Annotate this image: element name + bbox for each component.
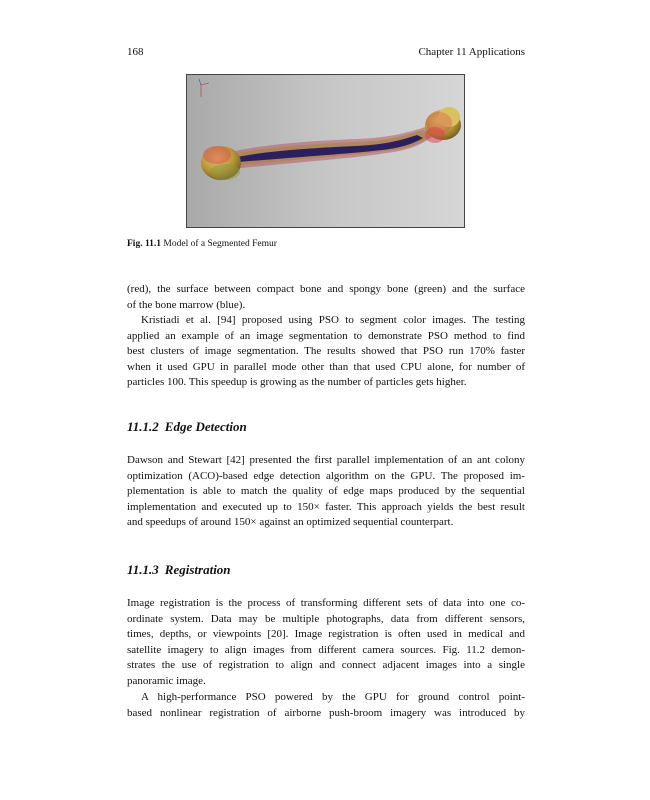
paragraph-pso-segmentation xyxy=(127,313,525,391)
text-line: implementation and executed up to 150× faster. This approach yields the best result xyxy=(127,500,525,513)
section-title: Registration xyxy=(164,562,231,577)
running-title: Chapter 11 Applications xyxy=(418,46,525,58)
paragraph-continuation xyxy=(127,282,525,313)
text-line: panoramic image. xyxy=(127,674,206,687)
text-line: optimization (ACO)-based edge detection algorithm on the GPU. The proposed im- xyxy=(127,469,525,482)
text-line: best clusters of image segmentation. The results showed that PSO run 170% faster xyxy=(127,345,525,358)
figure-label: Fig. 11.1 xyxy=(127,239,162,249)
section-number: 11.1.2 xyxy=(127,419,159,434)
section-title: Edge Detection xyxy=(164,419,247,434)
text-line: (red), the surface between compact bone and spongy bone (green) and the surface xyxy=(127,283,525,295)
figure-caption-text: Model of a Segmented Femur xyxy=(163,239,277,249)
section-number: 11.1.3 xyxy=(127,562,159,577)
paragraph-edge-detection xyxy=(127,453,525,531)
section-heading-registration xyxy=(127,562,231,578)
figure-femur-model xyxy=(186,74,465,228)
text-line: A high-performance PSO powered by the GPU for ground control point- xyxy=(141,691,525,703)
text-line: particles 100. This speedup is growing as the number of particles gets higher. xyxy=(127,376,467,389)
femoral-head-outline xyxy=(426,112,452,134)
text-line: Kristiadi et al. [94] proposed using PSO to segment color images. The testing xyxy=(141,314,525,326)
text-line: ordinate system. Data may be multiple photographs, data from different sensors, xyxy=(127,612,525,625)
paragraph-high-performance-pso xyxy=(127,690,525,721)
text-line: Dawson and Stewart [42] presented the first parallel implementation of an ant colony xyxy=(127,454,525,466)
paragraph-registration xyxy=(127,596,525,690)
femur-illustration xyxy=(187,75,465,228)
text-line: Image registration is the process of transforming different sets of data into one co- xyxy=(127,597,525,609)
section-heading-edge-detection xyxy=(127,419,247,435)
page xyxy=(127,0,525,800)
text-line: plementation is able to match the quality of edge maps produced by the sequential xyxy=(127,485,525,498)
text-line: when it used GPU in parallel mode other than that used CPU alone, for number of xyxy=(127,360,525,373)
text-line: based nonlinear registration of airborne push-broom imagery was introduced by xyxy=(127,706,525,719)
text-line: applied an example of an image segmentation to demonstrate PSO method to find xyxy=(127,329,525,342)
text-line: times, depths, or viewpoints [20]. Image registration is often used in medical and xyxy=(127,628,525,641)
figure-caption xyxy=(127,238,277,250)
text-line: satellite imagery to align images from different camera sources. Fig. 11.2 demon- xyxy=(127,643,525,656)
text-line: of the bone marrow (blue). xyxy=(127,298,246,311)
text-line: strates the use of registration to align and connect adjacent images into a single xyxy=(127,659,525,672)
text-line: and speedups of around 150× against an optimized sequential counterpart. xyxy=(127,516,454,529)
page-number: 168 xyxy=(127,46,144,58)
distal-end-outline xyxy=(203,146,231,164)
distal-end-spongy xyxy=(210,164,240,180)
